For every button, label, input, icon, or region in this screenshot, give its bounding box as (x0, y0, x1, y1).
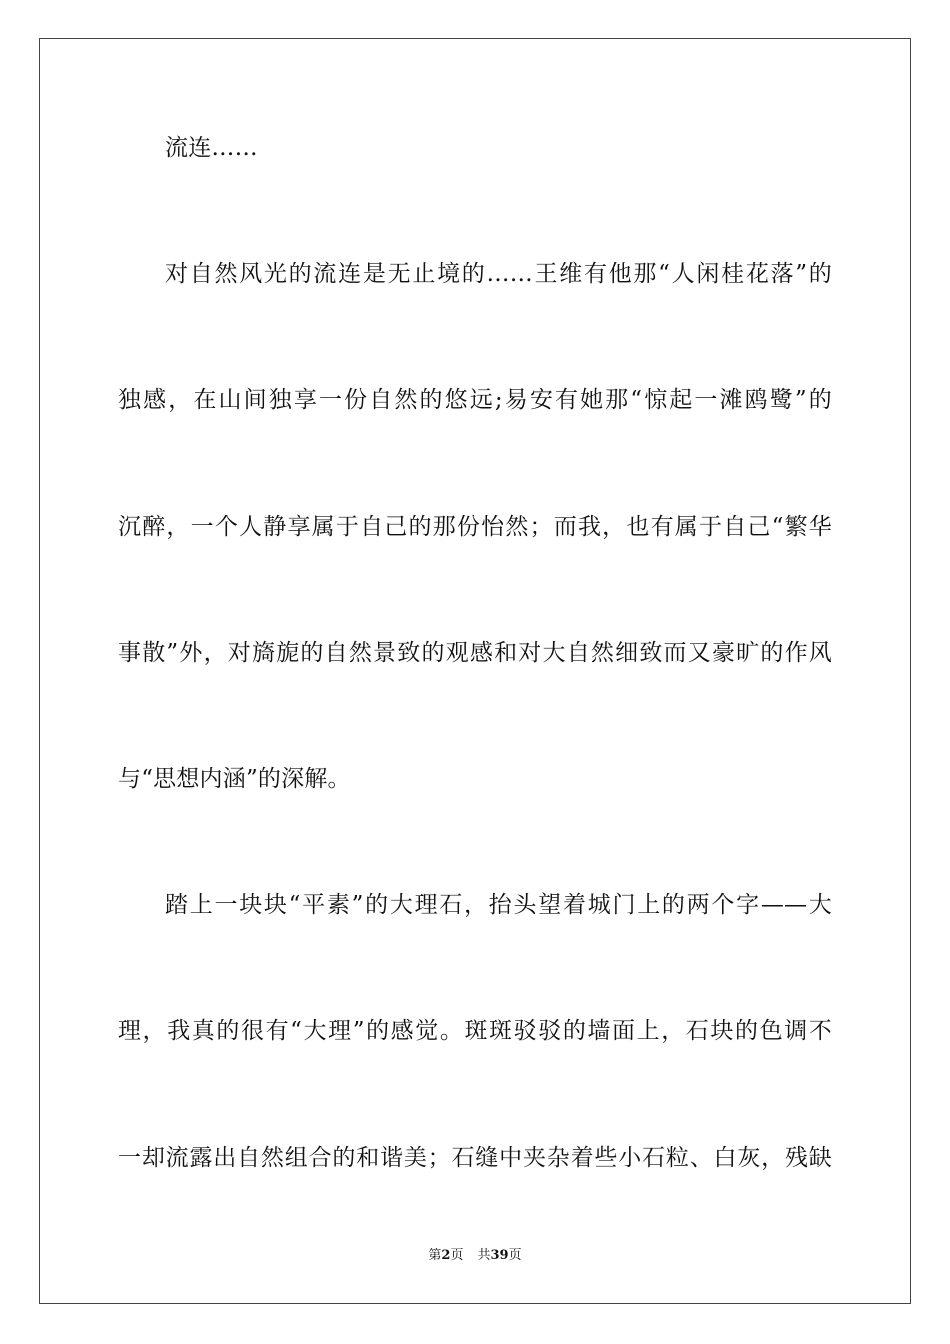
text-line-2: 对自然风光的流连是无止境的……王维有他那“人闲桂花落”的 (165, 261, 832, 287)
page-prefix: 第 (428, 1248, 442, 1263)
total-pages: 39 (490, 1248, 509, 1263)
total-prefix: 共 (477, 1248, 491, 1263)
page-suffix: 页 (450, 1248, 464, 1263)
text-line-3: 独感，在山间独享一份自然的悠远;易安有她那“惊起一滩鸥鹭”的 (118, 387, 832, 413)
text-line-9: 一却流露出自然组合的和谐美；石缝中夹杂着些小石粒、白灰，残缺 (118, 1145, 832, 1171)
text-line-5: 事散”外，对旖旎的自然景致的观感和对大自然细致而又豪旷的作风 (118, 640, 832, 666)
text-line-8: 理，我真的很有“大理”的感觉。斑斑驳驳的墙面上，石块的色调不 (118, 1018, 832, 1044)
text-line-1: 流连…… (165, 135, 258, 161)
page-footer (0, 1246, 950, 1266)
total-suffix: 页 (508, 1248, 522, 1263)
text-line-7: 踏上一块块“平素”的大理石，抬头望着城门上的两个字——大 (165, 892, 832, 918)
text-line-6: 与“思想内涵”的深解。 (118, 766, 351, 792)
page-number: 2 (441, 1248, 451, 1263)
text-line-4: 沉醉，一个人静享属于自己的那份怡然；而我，也有属于自己“繁华 (118, 514, 832, 540)
